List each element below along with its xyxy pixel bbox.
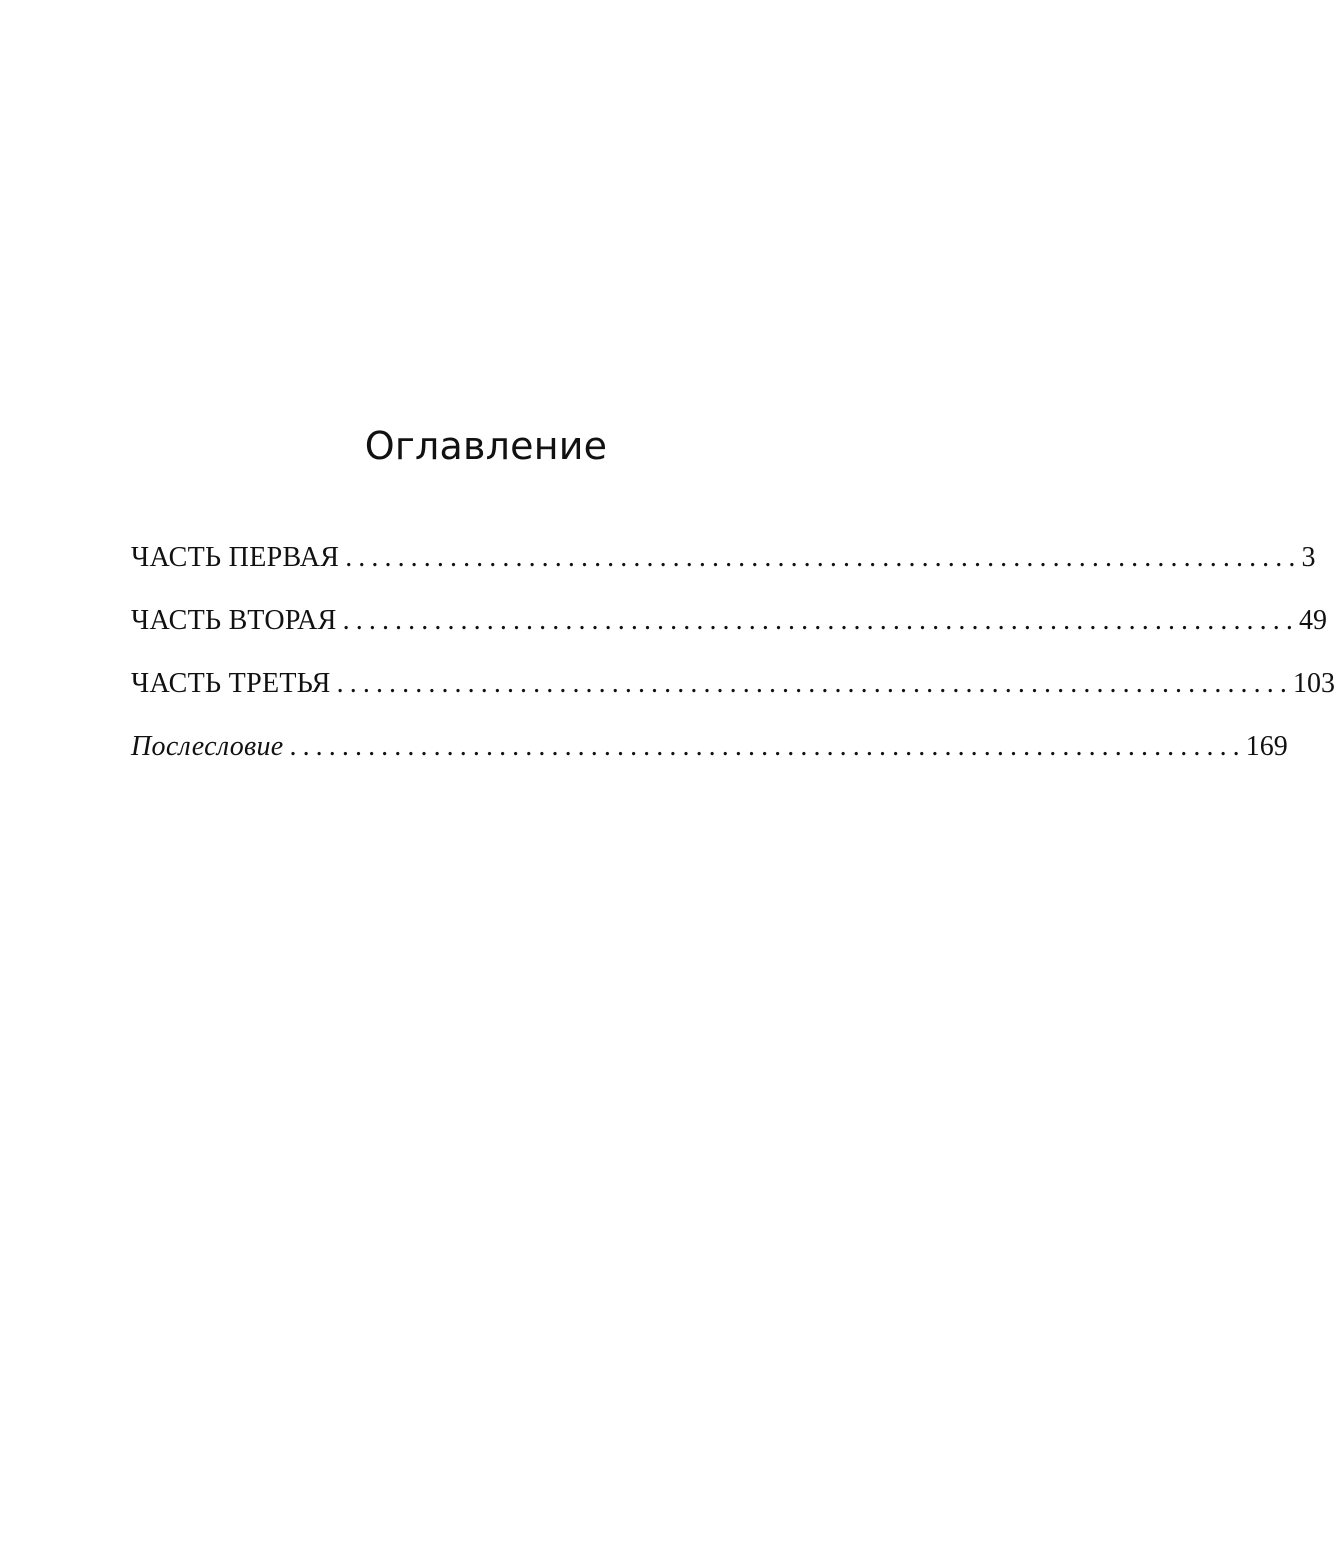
toc-page-number: 103 [1292,668,1335,699]
table-of-contents [131,536,1335,788]
toc-entry-part-one[interactable] [131,536,1316,599]
toc-entry-label: ЧАСТЬ ВТОРАЯ [131,605,337,636]
toc-entry-label: ЧАСТЬ ПЕРВАЯ [131,542,340,573]
toc-dot-leader: ......................................................................... [336,668,1293,699]
toc-page-number: 169 [1245,731,1288,762]
toc-entry-part-three[interactable] [131,662,1335,725]
toc-page-number: 49 [1298,605,1327,636]
toc-entry-label: Послесловие [131,731,284,762]
toc-dot-leader: ......................................................................... [342,605,1299,636]
page-title: Оглавление [364,424,608,468]
toc-page-number: 3 [1301,542,1316,573]
toc-dot-leader: ......................................................................... [345,542,1302,573]
toc-dot-leader: ......................................................................... [289,731,1246,762]
toc-entry-label: ЧАСТЬ ТРЕТЬЯ [131,668,331,699]
toc-entry-afterword[interactable] [131,725,1288,788]
toc-entry-part-two[interactable] [131,599,1327,662]
